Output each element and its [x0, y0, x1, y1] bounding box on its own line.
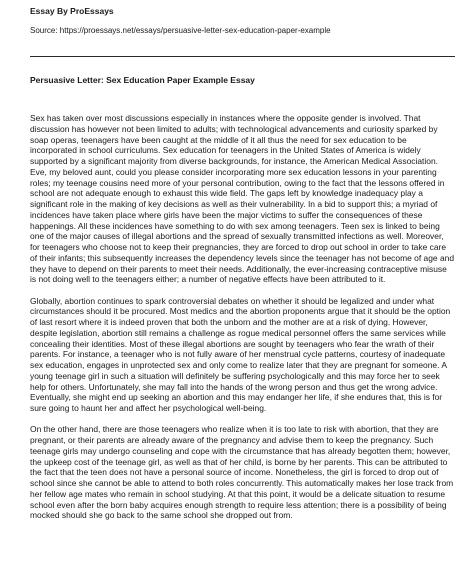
- source-line: Source: https://proessays.net/essays/persuasive-letter-sex-education-paper-example: [30, 26, 331, 35]
- header-divider: [30, 56, 455, 57]
- paragraph-3: On the other hand, there are those teenagers who realize when it is too late to risk with abortion, that they are pregnant, or their parents are already aware of the pregnancy and advise them to keep the pregnancy. Such teenage girls may undergo counseling and cope with the circumstance that has already begotten them; however, the upkeep cost of the teenage girl, as well as that of her child, is borne by her parents. This can be attributed to the fact that the teen does not have a personal source of income. Nonetheless, the girl is forced to drop out of school since she cannot be able to attend to both roles concurrently. This automatically makes her lose track from her fellow age mates who remain in school studying. At that this point, it would be a delicate situation to resume school even after the born baby acquires enough strength to require less attention; there is a possibility of being mocked should she go back to the same school she dropped out from.: [30, 424, 454, 521]
- essay-title: Persuasive Letter: Sex Education Paper Example Essay: [30, 75, 255, 85]
- paragraph-1: Sex has taken over most discussions especially in instances where the opposite gender is involved. That discussion has however not been limited to adults; with technological advancements and curiosity sparked by soap operas, teenagers have been caught at the middle of it all thus the need for sex education to be incorporated in school curriculums. Sex education for teenagers in the United States of America is widely supported by a significant majority from diverse backgrounds, for instance, the American Medical Association. Eve, my beloved aunt, could you please consider incorporating more sex education lessons in your parenting roles; my teenage cousins need more of your personal contribution, owing to the fact that the lessons offered in school are not adequate enough to exhaust this wide field. The gaps left by knowledge inadequacy play a significant role in the making of key decisions as well as their vulnerability. In a bid to support this; a myriad of incidences have taken place where girls have been the major victims to suffer the consequences of these happenings. All these incidences have something to do with sex among teenagers. Teen sex is linked to being one of the major causes of illegal abortions and the spread of sexually transmitted infections as well. Moreover, for teenagers who choose not to keep their pregnancies, they are forced to drop out school in order to take care of their infants; this subsequently increases the dependency levels since the teenager has not become of age and they have to depend on their parents to meet their needs. Additionally, the ever-increasing contraceptive misuse is not doing well to the teenagers either; a number of negative effects have been attributed to it.: [30, 113, 455, 285]
- paragraph-2: Globally, abortion continues to spark controversial debates on whether it should be legalized and under what circumstances should it be procured. Most medics and the abortion proponents argue that it should be the option of last resort where it is indeed proven that both the unborn and the mother are at a risk of dying. However, despite legislation, abortion still remains a challenge as rogue medical personnel offers the same services while concealing their identities. Most of these illegal abortions are sought by teenagers who fear the wrath of their parents. For instance, a teenager who is not fully aware of her menstrual cycle patterns, courtesy of inadequate sex education, engages in unprotected sex and only come to realize later that they are pregnant for someone. A young teenage girl in such a situation will definitely be suffering psychologically and this may force her to seek help for others. Unfortunately, she may fall into the hands of the wrong person and thus get the wrong advice. Eventually, she might end up seeking an abortion and this may endanger her life, if she endures that, this is for sure going to haunt her and affect her psychological well-being.: [30, 295, 451, 413]
- site-title: Essay By ProEssays: [30, 6, 114, 16]
- essay-body: [30, 113, 455, 532]
